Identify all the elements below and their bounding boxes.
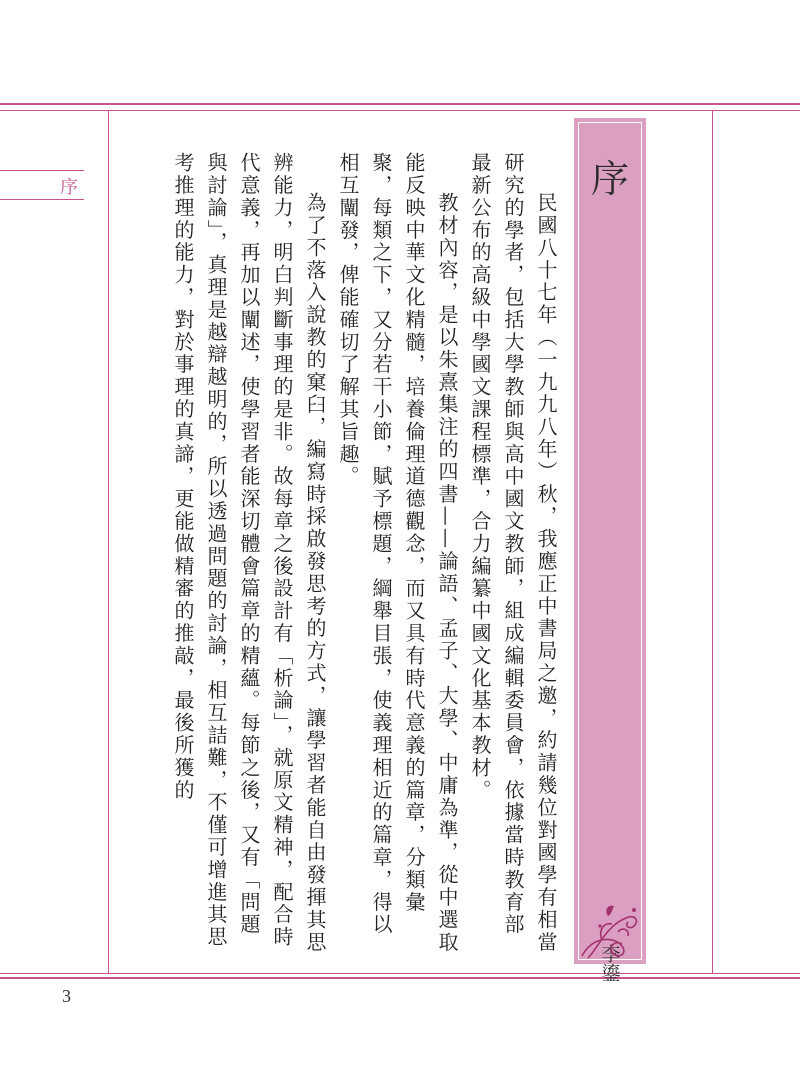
running-head <box>0 170 84 200</box>
running-head-label: 序 <box>60 177 78 198</box>
title-panel-frame <box>578 122 642 960</box>
bottom-rule-inner <box>0 973 800 974</box>
page-title: 序 <box>590 157 629 201</box>
author-label: 李鎏 <box>598 944 621 982</box>
paragraph-3: 為了不落入說教的窠臼，編寫時採啟發思考的方式，讓學習者能自由發揮其思辨能力，明白判斷事理的是非。故每章之後設計有「析論」，就原文精神，配合時代意義，再加以闡述，使學習者能深切體會篇章的精蘊。每節之後，又有「問題與討論」，真理是越辯越明的，所以透過問題的討論，相互詰難，不僅可增進其思考推理的能力，對於事理的真諦，更能做精審的推敲，最後所獲的 <box>171 152 327 954</box>
preface-body <box>112 152 562 958</box>
right-margin-line <box>712 110 713 974</box>
top-rule <box>0 103 800 105</box>
top-rule-inner <box>0 110 800 111</box>
floral-ornament-icon <box>578 896 642 960</box>
title-panel <box>574 118 646 982</box>
paragraph-1: 民國八十七年（一九九八年）秋，我應正中書局之邀，約請幾位對國學有相當研究的學者，包括大學教師與高中國文教師，組成編輯委員會，依據當時教育部最新公布的高級中學國文課程標準，合力編纂中國文化基本教材。 <box>468 152 558 954</box>
bottom-rule <box>0 977 800 979</box>
left-margin-line <box>108 110 109 974</box>
paragraph-2: 教材內容，是以朱熹集注的四書——論語、孟子、大學、中庸為準，從中選取能反映中華文化精髓，培養倫理道德觀念，而又具有時代意義的篇章，分類彙聚，每類之下，又分若干小節，賦予標題，綱舉目張，使義理相近的篇章，得以相互闡發，俾能確切了解其旨趣。 <box>336 152 459 954</box>
page-number: 3 <box>62 986 71 1006</box>
